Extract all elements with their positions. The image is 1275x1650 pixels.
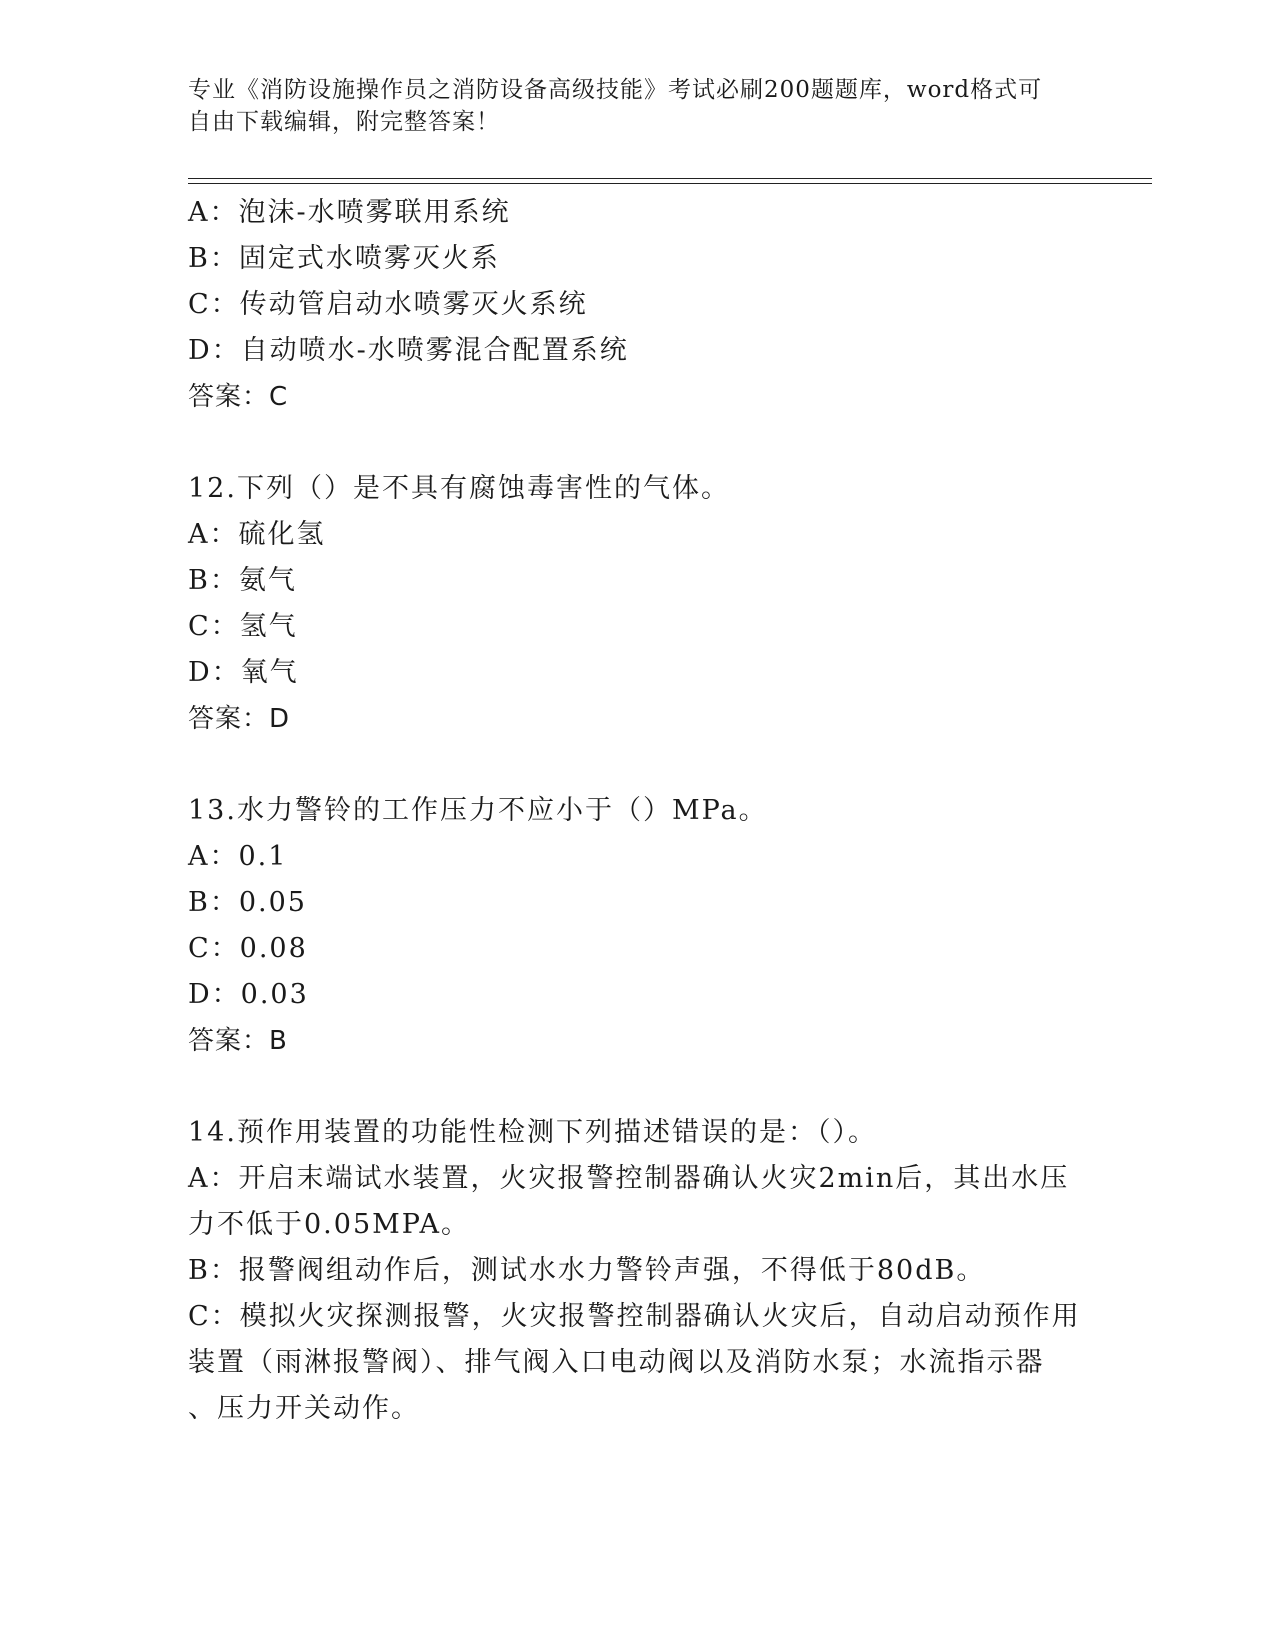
- q11-answer: 答案：C: [188, 382, 289, 412]
- q11-option-d: D：自动喷水-水喷雾混合配置系统: [188, 335, 629, 366]
- spacer: [188, 1064, 1088, 1110]
- q12-answer: 答案：D: [188, 704, 291, 734]
- q12-option-a: A：硫化氢: [188, 519, 326, 550]
- q14-option-b: B：报警阀组动作后，测试水水力警铃声强，不得低于80dB。: [188, 1255, 986, 1286]
- q14-option-c-line-3: 、压力开关动作。: [188, 1393, 420, 1424]
- q13-answer: 答案：B: [188, 1026, 288, 1056]
- q13-option-d: D：0.03: [188, 979, 309, 1010]
- q14-option-c-line-1: C：模拟火灾探测报警，火灾报警控制器确认火灾后，自动启动预作用: [188, 1301, 1081, 1332]
- q11-option-b: B：固定式水喷雾灭火系: [188, 243, 500, 274]
- q12-question-text: 12.下列（）是不具有腐蚀毒害性的气体。: [188, 473, 730, 504]
- header-divider-top: [188, 178, 1152, 179]
- q14-option-c-line-2: 装置（雨淋报警阀）、排气阀入口电动阀以及消防水泵；水流指示器: [188, 1347, 1045, 1378]
- q13-option-a: A：0.1: [188, 841, 288, 872]
- q12-option-c: C：氢气: [188, 611, 298, 642]
- q14-option-a-line-2: 力不低于0.05MPA。: [188, 1209, 470, 1240]
- header-divider-bottom: [188, 183, 1152, 184]
- q11-option-a: A：泡沫-水喷雾联用系统: [188, 197, 511, 228]
- q13-option-b: B：0.05: [188, 887, 307, 918]
- document-header: [188, 74, 1068, 138]
- q12-option-b: B：氨气: [188, 565, 297, 596]
- question-12: [188, 466, 1088, 742]
- question-11-continued: [188, 190, 1088, 420]
- header-title-line-1: 专业《消防设施操作员之消防设备高级技能》考试必刷200题题库，word格式可: [188, 77, 1043, 103]
- header-title-line-2: 自由下载编辑，附完整答案！: [188, 109, 500, 135]
- q14-option-a-line-1: A：开启末端试水装置，火灾报警控制器确认火灾2min后，其出水压: [188, 1163, 1070, 1194]
- question-14: [188, 1110, 1088, 1432]
- spacer: [188, 420, 1088, 466]
- q12-option-d: D：氧气: [188, 657, 299, 688]
- q13-option-c: C：0.08: [188, 933, 308, 964]
- question-list: [188, 190, 1088, 1432]
- q13-question-text: 13.水力警铃的工作压力不应小于（）MPa。: [188, 795, 768, 826]
- spacer: [188, 742, 1088, 788]
- q14-question-text: 14.预作用装置的功能性检测下列描述错误的是：（）。: [188, 1117, 877, 1148]
- q11-option-c: C：传动管启动水喷雾灭火系统: [188, 289, 588, 320]
- question-13: [188, 788, 1088, 1064]
